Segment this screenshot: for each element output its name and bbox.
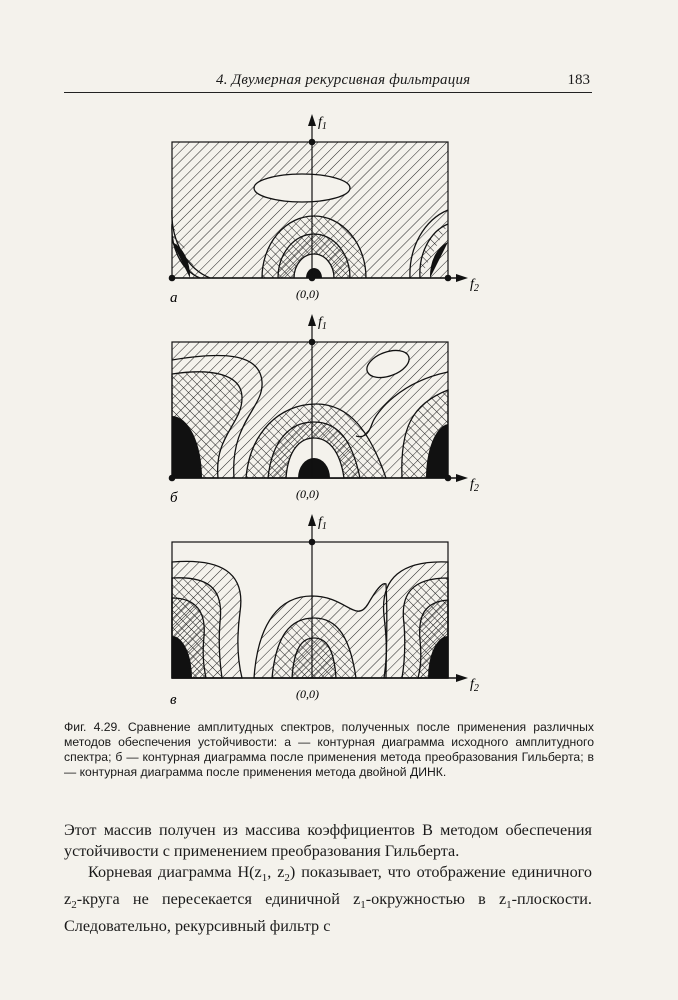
paragraph: Корневая диаграмма $H(z_1$, $z_2$) показывает, что отображение единичного $z_2$-круга не пересекается единичной $z_1$-окружностью в $z_1$-плоскости. Следовательно, рекурсивный фильтр с xyxy=(64,863,593,936)
f1-axis-arrow xyxy=(308,314,316,326)
axis-point xyxy=(169,275,176,282)
panel-label: в xyxy=(170,692,177,708)
f1-label: $f_1$ xyxy=(318,115,327,132)
body-text xyxy=(64,820,592,937)
panel-label: б xyxy=(170,490,178,506)
contour-region xyxy=(254,174,350,202)
page-number: 183 xyxy=(567,72,590,88)
panel-label: а xyxy=(170,290,178,306)
f2-axis-arrow xyxy=(456,674,468,682)
axis-point xyxy=(445,275,452,282)
figure-c-contour-plot xyxy=(150,512,490,712)
f1-axis-arrow xyxy=(308,114,316,126)
f2-label: $f_2$ xyxy=(470,677,479,694)
f1-label: $f_1$ xyxy=(318,515,327,532)
origin-label: (0,0) xyxy=(296,687,319,701)
f1-label: $f_1$ xyxy=(318,315,327,332)
f2-axis-arrow xyxy=(456,274,468,282)
axis-point xyxy=(309,275,316,282)
axis-point xyxy=(309,139,316,146)
chapter-title: 4. Двумерная рекурсивная фильтрация xyxy=(216,72,471,88)
f2-label: $f_2$ xyxy=(470,477,479,494)
axis-point xyxy=(309,339,316,346)
f2-label: $f_2$ xyxy=(470,277,479,294)
axis-point xyxy=(169,475,176,482)
figure-caption: Фиг. 4.29. Сравнение амплитудных спектров, полученных после применения различных методов обеспечения устойчивости: а — контурная диаграмма исходного амплитудного спектра; б — контурная диаграмма после применения метода преобразования Гильберта; в — контурная диаграмма после применения метода двойной ДИНК. xyxy=(64,720,594,779)
f1-axis-arrow xyxy=(308,514,316,526)
origin-label: (0,0) xyxy=(296,487,319,501)
paragraph: Этот массив получен из массива коэффициентов B методом обеспечения устойчивости с применением преобразования Гильберта. xyxy=(64,821,592,860)
origin-label: (0,0) xyxy=(296,287,319,301)
f2-axis-arrow xyxy=(456,474,468,482)
axis-point xyxy=(309,539,316,546)
axis-point xyxy=(445,475,452,482)
running-header xyxy=(64,66,592,93)
figure-b-contour-plot xyxy=(150,312,490,512)
figure-a-contour-plot xyxy=(150,112,490,312)
